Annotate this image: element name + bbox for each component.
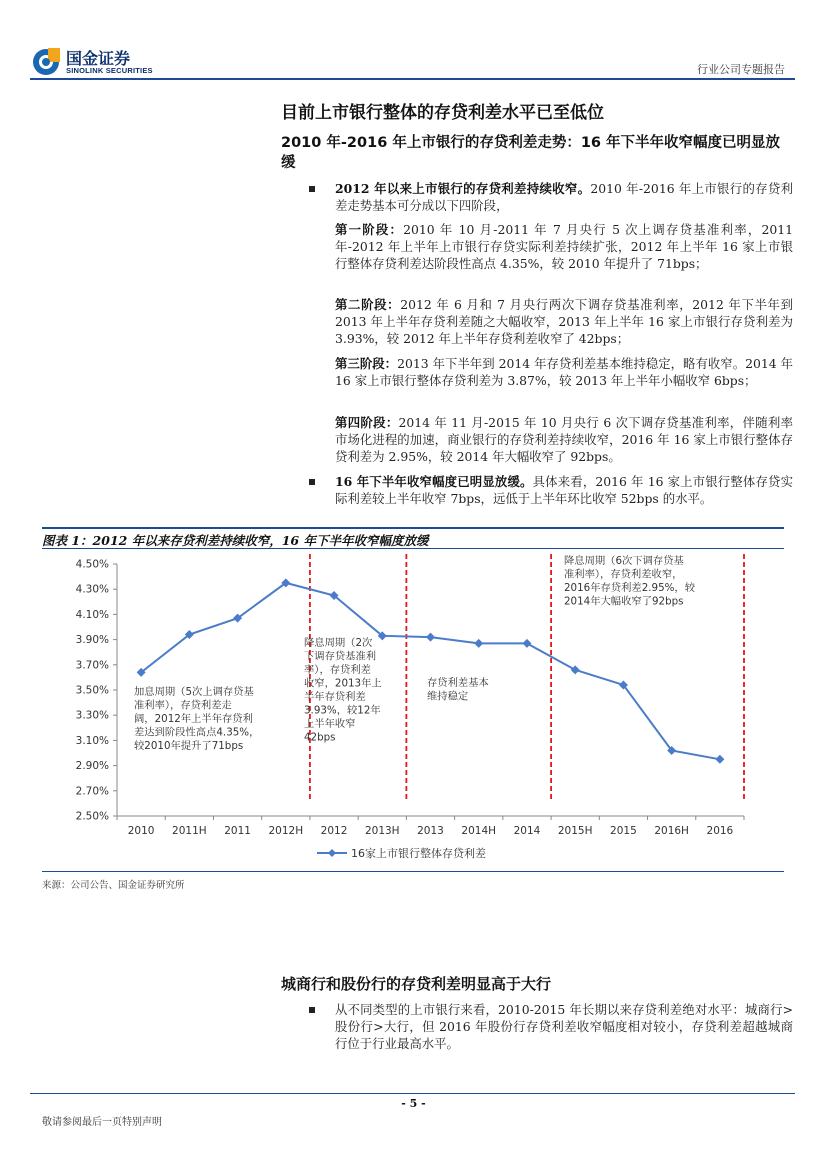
- annotation-line: 3.93%，较12年: [304, 704, 381, 717]
- legend-label: 16家上市银行整体存贷利差: [351, 847, 486, 860]
- y-tick-label: 2.90%: [75, 760, 109, 773]
- annotation-line: 差达到阶段性高点4.35%，: [134, 726, 260, 739]
- y-tick-label: 4.30%: [75, 583, 109, 596]
- annotation-line: 降息周期（2次: [304, 637, 373, 649]
- stage-paragraph-1: 第一阶段：2010 年 10 月-2011 年 7 月央行 5 次上调存贷基准利率，2011 年-2012 年上半年上市银行存贷实际利差持续扩张，2012 年上半年 16 家上市银行整体存贷利差达阶段性高点 4.35%，较 2010 年提升了 71bps；: [335, 222, 793, 271]
- y-tick-label: 4.10%: [75, 608, 109, 621]
- y-tick-label: 3.70%: [75, 659, 109, 672]
- annotation-4: [564, 554, 696, 608]
- figure-caption: 图表 1：2012 年以来存贷利差持续收窄，16 年下半年收窄幅度放缓: [42, 533, 429, 548]
- figure-caption-rule: [42, 548, 784, 549]
- chart-legend: [317, 846, 486, 860]
- y-tick-label: 4.50%: [75, 558, 109, 571]
- header-divider: [30, 78, 795, 80]
- figure-top-rule: [42, 527, 784, 529]
- figure-bottom-rule: [42, 871, 784, 872]
- annotation-1: [134, 685, 259, 752]
- annotation-line: 半年存贷利差: [304, 691, 366, 703]
- annotation-3: [427, 676, 489, 703]
- brand-name: 国金证券: [66, 49, 131, 68]
- section-subtitle: 2010 年-2016 年上市银行的存贷利差走势：16 年下半年收窄幅度已明显放缓: [281, 135, 781, 171]
- y-tick-label: 2.70%: [75, 785, 109, 798]
- annotation-line: 较2010年提升了71bps: [134, 740, 244, 752]
- page-number: - 5 -: [401, 1097, 426, 1110]
- report-type: 行业公司专题报告: [697, 63, 785, 76]
- y-tick-label: 3.50%: [75, 684, 109, 697]
- stage-paragraph-3: 第三阶段：2013 年下半年到 2014 年存贷利差基本维持稳定，略有收窄。2014 年 16 家上市银行整体存贷利差为 3.87%，较 2013 年上半年小幅收窄 6bps；: [335, 356, 794, 388]
- annotation-2: [304, 636, 382, 744]
- sinolink-logo-icon: [32, 48, 60, 76]
- annotation-line: 下调存贷基准利: [304, 650, 377, 663]
- spread-line-chart: [42, 550, 784, 870]
- footer-divider: [30, 1093, 795, 1094]
- x-tick-label: 2016: [706, 825, 734, 837]
- data-point: [474, 639, 483, 648]
- bullet-paragraph-1: 2012 年以来上市银行的存贷利差持续收窄。2010 年-2016 年上市银行的存贷利差走势基本可分成以下四阶段，: [335, 181, 793, 213]
- x-tick-label: 2015H: [557, 825, 593, 837]
- bullet-marker: [309, 186, 315, 192]
- annotation-line: 2016年存贷利差2.95%，较: [564, 582, 695, 594]
- bullet-marker: [309, 1007, 315, 1013]
- brand-english: SINOLINK SECURITIES: [66, 66, 153, 75]
- section-2-title: 城商行和股份行的存贷利差明显高于大行: [281, 975, 552, 993]
- y-tick-label: 3.30%: [75, 709, 109, 722]
- annotation-line: 准利率），存贷利差收窄，: [564, 568, 683, 581]
- x-tick-label: 2012H: [268, 825, 304, 837]
- data-point: [522, 639, 531, 648]
- data-point: [426, 633, 435, 642]
- section-title: 目前上市银行整体的存贷利差水平已至低位: [281, 103, 604, 123]
- x-tick-label: 2014: [513, 825, 541, 837]
- annotation-line: 上半年收窄: [304, 718, 356, 730]
- annotation-line: 维持稳定: [427, 690, 469, 703]
- section-2-paragraph: 从不同类型的上市银行来看，2010-2015 年长期以来存贷利差绝对水平：城商行>股份行>大行，但 2016 年股份行存贷利差收窄幅度相对较小，存贷利差超越城商行位于行业最高水平。: [335, 1002, 793, 1051]
- annotation-line: 降息周期（6次下调存贷基: [564, 555, 684, 567]
- chart-annotations: [134, 554, 696, 752]
- x-tick-label: 2014H: [461, 825, 497, 837]
- stage-paragraph-4: 第四阶段：2014 年 11 月-2015 年 10 月央行 6 次下调存贷基准利率，伴随利率市场化进程的加速，商业银行的存贷利差持续收窄，2016 年 16 家上市银行整体存贷利差为 2.95%，较 2014 年大幅收窄了 92bps。: [335, 415, 793, 464]
- annotation-line: 存贷利差基本: [427, 677, 489, 689]
- x-axis: [117, 816, 744, 837]
- y-tick-label: 2.50%: [75, 810, 109, 823]
- data-point: [571, 665, 580, 674]
- x-tick-label: 2012: [320, 825, 348, 837]
- x-tick-label: 2013H: [364, 825, 400, 837]
- x-tick-label: 2015: [610, 825, 637, 837]
- figure-source: 来源：公司公告、国金证券研究所: [42, 880, 185, 891]
- annotation-line: 加息周期（5次上调存贷基: [134, 686, 254, 698]
- bullet-paragraph-2: 16 年下半年收窄幅度已明显放缓。具体来看，2016 年 16 家上市银行整体存贷实际利差较上半年收窄 7bps，远低于上半年环比收窄 52bps 的水平。: [335, 474, 793, 506]
- x-tick-label: 2011: [224, 825, 251, 837]
- annotation-line: 42bps: [304, 731, 336, 744]
- data-point: [715, 755, 724, 764]
- x-tick-label: 2011H: [172, 825, 207, 837]
- y-tick-label: 3.10%: [75, 734, 109, 747]
- x-tick-label: 2013: [417, 825, 444, 837]
- bullet-marker: [309, 479, 315, 485]
- annotation-line: 率），存贷利差: [304, 664, 371, 676]
- annotation-line: 收窄，2013年上: [304, 677, 382, 690]
- y-tick-label: 3.90%: [75, 634, 109, 647]
- disclaimer: 敬请参阅最后一页特别声明: [42, 1117, 162, 1128]
- stage-paragraph-2: 第二阶段：2012 年 6 月和 7 月央行两次下调存贷基准利率，2012 年下半年到 2013 年上半年存贷利差随之大幅收窄，2013 年上半年 16 家上市银行存贷利差为 3.93%，较 2012 年上半年存贷利差收窄了 42bps；: [335, 297, 793, 346]
- legend-point-marker: [328, 849, 336, 857]
- annotation-line: 2014年大幅收窄了92bps: [564, 595, 684, 608]
- x-tick-label: 2010: [127, 825, 155, 837]
- annotation-line: 阔，2012年上半年存贷利: [134, 713, 253, 725]
- annotation-line: 准利率），存贷利差走: [134, 699, 232, 712]
- y-axis: [76, 559, 117, 823]
- x-tick-label: 2016H: [654, 825, 689, 837]
